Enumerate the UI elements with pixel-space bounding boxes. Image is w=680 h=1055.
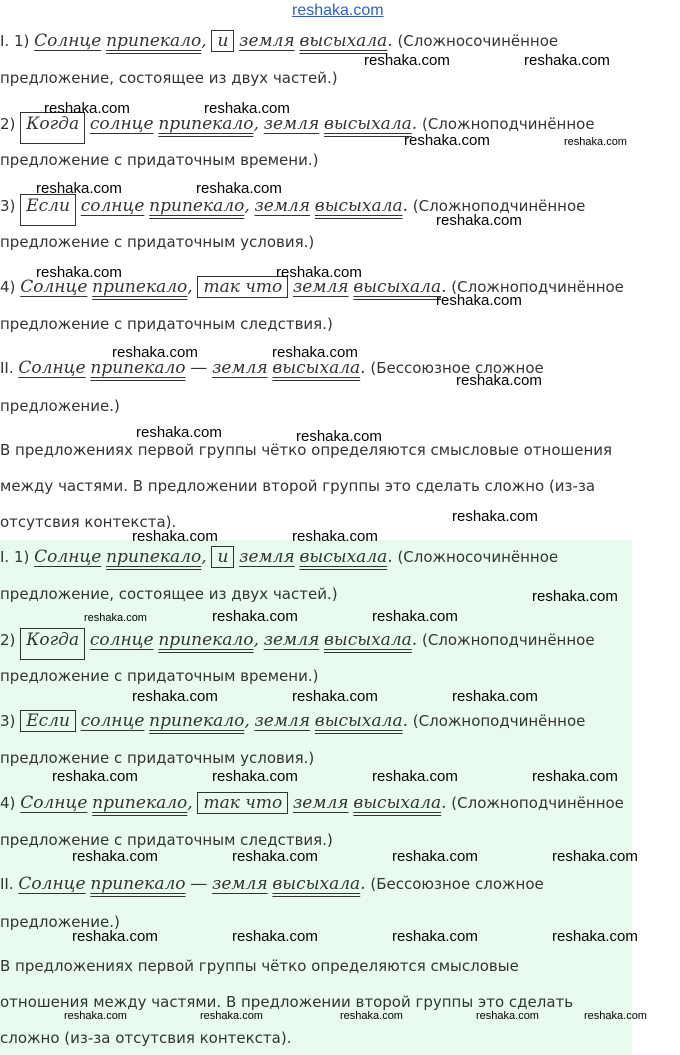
watermark: reshaka.com	[232, 928, 318, 945]
watermark: reshaka.com	[200, 1010, 263, 1022]
watermark: reshaka.com	[404, 132, 490, 149]
sentence-2-copy-note: предложение с придаточным времени.)	[0, 667, 319, 685]
watermark: reshaka.com	[392, 928, 478, 945]
conclusion-line-2: между частями. В предложении второй группы это сделать сложно (из-за	[0, 477, 596, 495]
watermark: reshaka.com	[212, 608, 298, 625]
sentence-4: 4) Солнце припекало, так что земля высыхала. (Сложноподчинённое	[0, 277, 624, 297]
watermark: reshaka.com	[564, 136, 627, 148]
watermark: reshaka.com	[524, 52, 610, 69]
watermark: reshaka.com	[476, 1010, 539, 1022]
watermark: reshaka.com	[196, 180, 282, 197]
conclusion-copy-line-3: сложно (из-за отсутсвия контекста).	[0, 1029, 292, 1047]
watermark: reshaka.com	[272, 344, 358, 361]
sentence-4-copy-note: предложение с придаточным следствия.)	[0, 831, 333, 849]
sentence-1-note: предложение, состоящее из двух частей.)	[0, 69, 338, 87]
watermark: reshaka.com	[372, 608, 458, 625]
sentence-5: II. Солнце припекало — земля высыхала. (Бессоюзное сложное	[0, 358, 544, 378]
watermark: reshaka.com	[44, 100, 130, 117]
watermark: reshaka.com	[52, 768, 138, 785]
sentence-5-copy-note: предложение.)	[0, 913, 120, 931]
watermark: reshaka.com	[292, 688, 378, 705]
sentence-3-copy: 3) Если солнце припекало, земля высыхала. (Сложноподчинённое	[0, 711, 586, 731]
watermark: reshaka.com	[72, 928, 158, 945]
watermark: reshaka.com	[452, 508, 538, 525]
sentence-2-note: предложение с придаточным времени.)	[0, 151, 319, 169]
watermark: reshaka.com	[132, 688, 218, 705]
conclusion-line-3: отсутсвия контекста).	[0, 513, 177, 531]
watermark: reshaka.com	[436, 292, 522, 309]
sentence-1: I. 1) Солнце припекало, и земля высыхала. (Сложносочинённое	[0, 31, 559, 51]
watermark: reshaka.com	[276, 264, 362, 281]
watermark: reshaka.com	[296, 428, 382, 445]
watermark: reshaka.com	[72, 848, 158, 865]
watermark: reshaka.com	[532, 588, 618, 605]
watermark: reshaka.com	[436, 212, 522, 229]
conclusion-copy-line-2: отношения между частями. В предложении второй группы это сделать	[0, 993, 574, 1011]
watermark: reshaka.com	[204, 100, 290, 117]
watermark: reshaka.com	[340, 1010, 403, 1022]
watermark: reshaka.com	[584, 1010, 647, 1022]
watermark: reshaka.com	[372, 768, 458, 785]
watermark: reshaka.com	[112, 344, 198, 361]
sentence-2-copy: 2) Когда солнце припекало, земля высыхала. (Сложноподчинённое	[0, 628, 595, 660]
conclusion-copy-line-1: В предложениях первой группы чётко определяются смысловые	[0, 957, 519, 975]
sentence-5-note: предложение.)	[0, 397, 120, 415]
sentence-4-note: предложение с придаточным следствия.)	[0, 315, 333, 333]
watermark: reshaka.com	[132, 528, 218, 545]
sentence-3-note: предложение с придаточным условия.)	[0, 233, 315, 251]
sentence-2: 2) Когда солнце припекало, земля высыхала. (Сложноподчинённое	[0, 112, 595, 144]
watermark: reshaka.com	[532, 768, 618, 785]
sentence-5-copy: II. Солнце припекало — земля высыхала. (Бессоюзное сложное	[0, 874, 544, 894]
site-watermark-link[interactable]: reshaka.com	[292, 2, 384, 19]
watermark: reshaka.com	[212, 768, 298, 785]
watermark: reshaka.com	[452, 688, 538, 705]
conclusion-line-1: В предложениях первой группы чётко определяются смысловые отношения	[0, 441, 613, 459]
watermark: reshaka.com	[292, 528, 378, 545]
watermark: reshaka.com	[136, 424, 222, 441]
watermark: reshaka.com	[84, 612, 147, 624]
sentence-1-copy: I. 1) Солнце припекало, и земля высыхала. (Сложносочинённое	[0, 547, 559, 567]
watermark: reshaka.com	[64, 1010, 127, 1022]
sentence-3-copy-note: предложение с придаточным условия.)	[0, 749, 315, 767]
sentence-1-copy-note: предложение, состоящее из двух частей.)	[0, 585, 338, 603]
watermark: reshaka.com	[552, 848, 638, 865]
watermark: reshaka.com	[552, 928, 638, 945]
sentence-3: 3) Если солнце припекало, земля высыхала. (Сложноподчинённое	[0, 194, 585, 226]
watermark: reshaka.com	[392, 848, 478, 865]
watermark: reshaka.com	[456, 372, 542, 389]
sentence-4-copy: 4) Солнце припекало, так что земля высыхала. (Сложноподчинённое	[0, 793, 624, 813]
watermark: reshaka.com	[36, 180, 122, 197]
watermark: reshaka.com	[36, 264, 122, 281]
watermark: reshaka.com	[364, 52, 450, 69]
watermark: reshaka.com	[232, 848, 318, 865]
